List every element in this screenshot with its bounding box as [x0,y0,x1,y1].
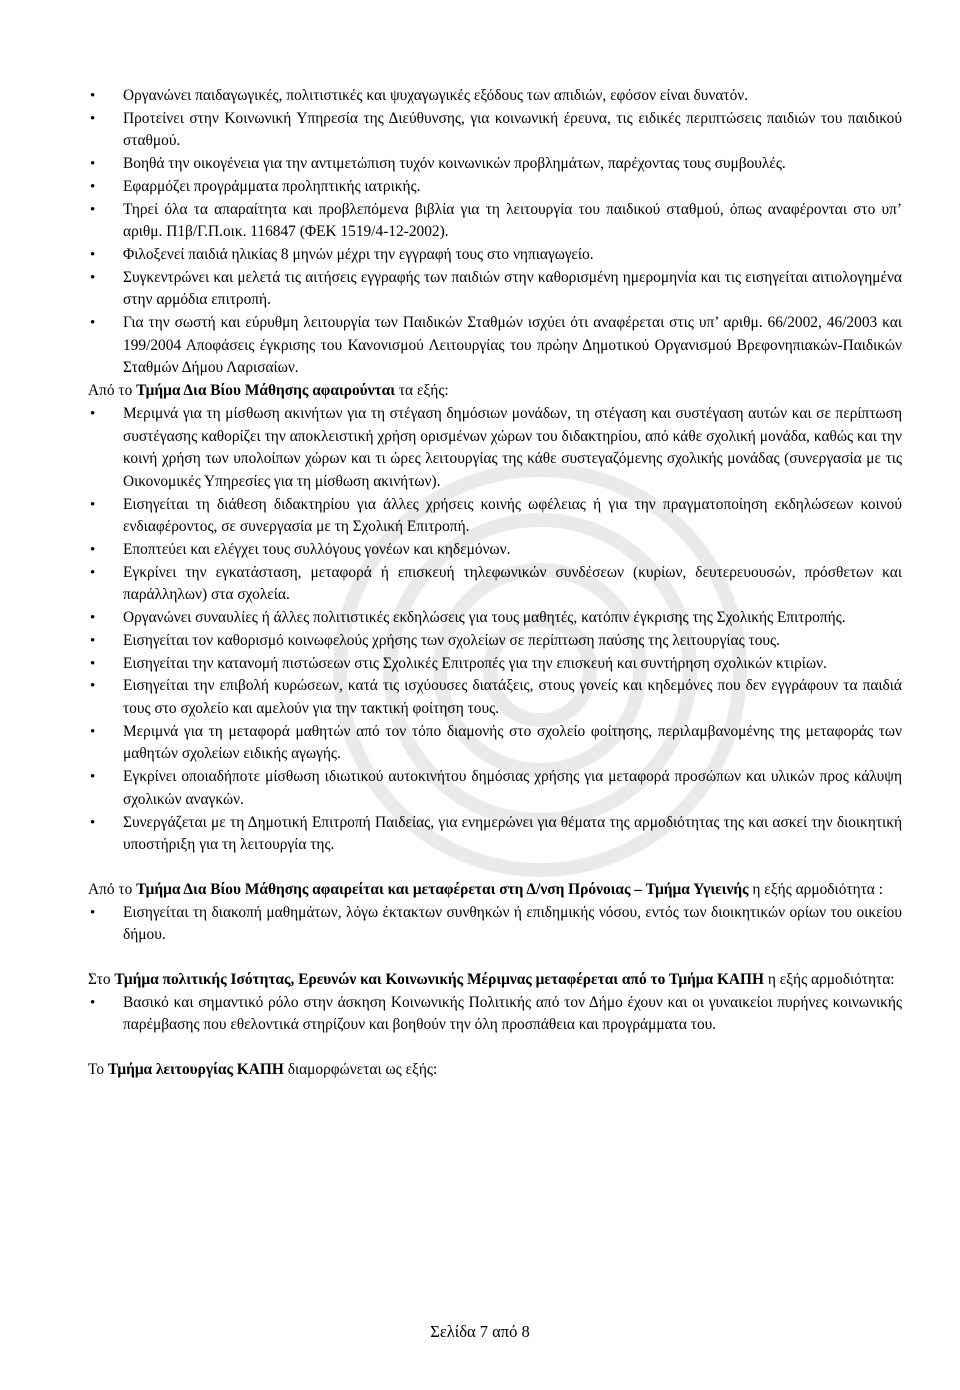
list-item: • Για την σωστή και εύρυθμη λειτουργία των Παιδικών Σταθμών ισχύει ότι αναφέρεται στις υπ’ αριθμ. 66/2002, 46/2003 και 199/2004 Αποφάσεις έγκρισης του Κανονισμού Λειτουργίας του πρώην Δημοτικού Οργανισμού Βρεφονηπιακών-Παιδικών Σταθμών Δήμου Λαρισαίων. [88,312,902,380]
list-item: • Προτείνει στην Κοινωνική Υπηρεσία της Διεύθυνσης, για κοινωνική έρευνα, τις ειδικές περιπτώσεις παιδιών του παιδικού σταθμού. [88,108,902,153]
page-number: Σελίδα 7 από 8 [430,1322,530,1341]
list-item: • Τηρεί όλα τα απαραίτητα και προβλεπόμενα βιβλία για τη λειτουργία του παιδικού σταθμού, όπως αναφέρονται στο υπ’ αριθμ. Π1β/Γ.Π.οικ. 116847 (ΦΕΚ 1519/4-12-2002). [88,199,902,244]
list-transferred-duty [88,902,902,947]
list-item: • Εγκρίνει την εγκατάσταση, μεταφορά ή επισκευή τηλεφωνικών συνδέσεων (κυρίων, δευτερευουσών, πρόσθετων και παράλληλων) στα σχολεία. [88,562,902,607]
section-heading-kapi: Το Τμήμα λειτουργίας ΚΑΠΗ διαμορφώνεται ως εξής: [88,1061,438,1079]
document-body [88,85,902,1082]
list-item: • Εισηγείται την επιβολή κυρώσεων, κατά τις ισχύουσες διατάξεις, στους γονείς και κηδεμόνες που δεν εγγράφουν τα παιδιά τους στο σχολείο και αμελούν για την τακτική φοίτηση τους. [88,675,902,720]
list-item: • Μεριμνά για τη μίσθωση ακινήτων για τη στέγαση δημόσιων μονάδων, τη στέγαση και συστέγαση αυτών και σε περίπτωση συστέγασης καθορίζει την αποκλειστική χρήση ορισμένων χώρων του διδακτηρίου, από κάθε σχολική μονάδα, καθώς και την κοινή χρήση των υπολοίπων χώρων και τι ώρες λειτουργίας της κάθε συστεγαζόμενης σχολικής μονάδας (συνεργασία με τις Οικονομικές Υπηρεσίες για τη μίσθωση ακινήτων). [88,403,902,494]
list-item: • Εισηγείται τη διακοπή μαθημάτων, λόγω έκτακτων συνθηκών ή επιδημικής νόσου, εντός των διοικητικών ορίων του οικείου δήμου. [88,902,902,947]
list-equality-duty [88,992,902,1037]
list-item: • Εισηγείται τον καθορισμό κοινωφελούς χρήσης των σχολείων σε περίπτωση παύσης της λειτουργίας τους. [88,630,902,653]
list-item: • Εγκρίνει οποιαδήποτε μίσθωση ιδιωτικού αυτοκινήτου δημόσιας χρήσης για μεταφορά προσώπων και υλικών προς κάλυψη σχολικών αναγκών. [88,766,902,811]
list-item: • Βοηθά την οικογένεια για την αντιμετώπιση τυχόν κοινωνικών προβλημάτων, παρέχοντας τους συμβουλές. [88,153,902,176]
list-item: • Εποπτεύει και ελέγχει τους συλλόγους γονέων και κηδεμόνων. [88,539,902,562]
list-item: • Οργανώνει συναυλίες ή άλλες πολιτιστικές εκδηλώσεις για τους μαθητές, κατόπιν έγκρισης της Σχολικής Επιτροπής. [88,607,902,630]
list-item: • Μεριμνά για τη μεταφορά μαθητών από τον τόπο διαμονής στο σχολείο φοίτησης, περιλαμβανομένης της μεταφοράς των μαθητών σχολείων ειδικής αγωγής. [88,721,902,766]
section-heading-lifelong-learning: Από το Τμήμα Δια Βίου Μάθησης αφαιρούνται τα εξής: [88,382,449,400]
list-item: • Οργανώνει παιδαγωγικές, πολιτιστικές και ψυχαγωγικές εξόδους των απιδιών, εφόσον είναι δυνατόν. [88,85,902,108]
list-item: • Συνεργάζεται με τη Δημοτική Επιτροπή Παιδείας, για ενημερώνει για θέματα της αρμοδιότητας της και ασκεί την διοικητική υποστήριξη για τη λειτουργία της. [88,812,902,857]
section-heading-transfer-hygiene: Από το Τμήμα Δια Βίου Μάθησης αφαιρείται και μεταφέρεται στη Δ/νση Πρόνοιας – Τμήμα Υγιεινής η εξής αρμοδιότητα : [88,880,883,898]
list-item: • Εισηγείται την κατανομή πιστώσεων στις Σχολικές Επιτροπές για την επισκευή και συντήρηση σχολικών κτιρίων. [88,653,902,676]
list-item: • Εισηγείται τη διάθεση διδακτηρίου για άλλες χρήσεις κοινής ωφέλειας ή για την πραγματοποίηση εκδηλώσεων κοινού ενδιαφέροντος, σε συνεργασία με τη Σχολική Επιτροπή. [88,494,902,539]
list-item: • Εφαρμόζει προγράμματα προληπτικής ιατρικής. [88,176,902,199]
list-childcare-duties [88,85,902,380]
list-item: • Συγκεντρώνει και μελετά τις αιτήσεις εγγραφής των παιδιών στην καθορισμένη ημερομηνία και τις εισηγείται αιτιολογημένα στην αρμόδια επιτροπή. [88,267,902,312]
list-item: • Φιλοξενεί παιδιά ηλικίας 8 μηνών μέχρι την εγγραφή τους στο νηπιαγωγείο. [88,244,902,267]
list-removed-duties [88,403,902,857]
section-heading-equality: Στο Τμήμα πολιτικής Ισότητας, Ερευνών και Κοινωνικής Μέριμνας μεταφέρεται από το Τμήμα ΚΑΠΗ η εξής αρμοδιότητα: [88,971,895,989]
list-item: • Βασικό και σημαντικό ρόλο στην άσκηση Κοινωνικής Πολιτικής από τον Δήμο έχουν και οι γυναικείοι πυρήνες κοινωνικής παρέμβασης που εθελοντικά στηρίζουν και βοηθούν την όλη προσπάθεια και προγράμματα του. [88,992,902,1037]
